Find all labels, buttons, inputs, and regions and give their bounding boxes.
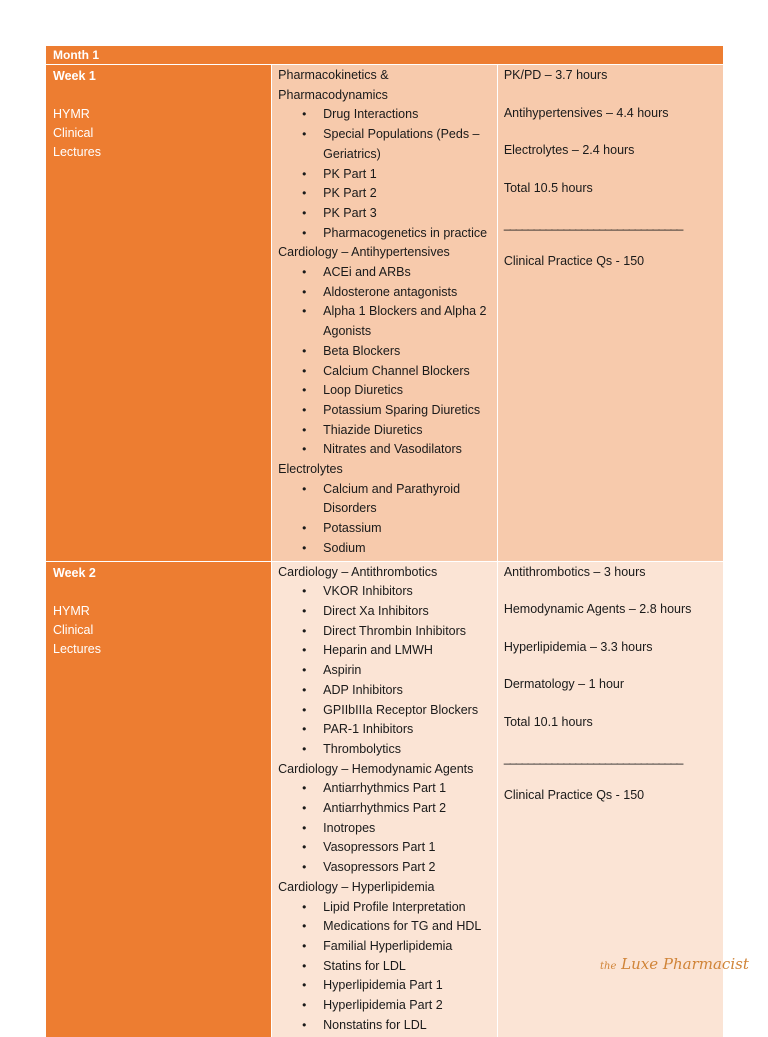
- topic-list: [278, 480, 497, 559]
- week-description-line: Clinical: [53, 622, 94, 637]
- hours-line: Total 10.1 hours: [503, 714, 593, 729]
- list-item: • Direct Thrombin Inhibitors: [278, 622, 497, 642]
- list-item: • Nitrates and Vasodilators: [278, 440, 497, 460]
- hours-line: Antithrombotics – 3 hours: [503, 564, 646, 579]
- list-item: • Heparin and LMWH: [278, 641, 497, 661]
- hours-line: Dermatology – 1 hour: [503, 677, 625, 692]
- brand-prefix: the: [600, 961, 617, 972]
- list-item: • PK Part 1: [278, 165, 497, 185]
- list-item: • Antiarrhythmics Part 2: [278, 799, 497, 819]
- list-item: • ACEi and ARBs: [278, 263, 497, 283]
- list-item: • Inotropes: [278, 819, 497, 839]
- list-item: • Special Populations (Peds – Geriatrics): [278, 125, 497, 164]
- week-label: Week 1: [53, 69, 96, 83]
- list-item: • Drug Interactions: [278, 105, 497, 125]
- list-item: • Thiazide Diuretics: [278, 421, 497, 441]
- hours-line: Electrolytes – 2.4 hours: [503, 143, 635, 157]
- section-title: Pharmacokinetics & Pharmacodynamics: [278, 68, 389, 102]
- topics-cell: [272, 65, 498, 562]
- list-item: • Pharmacogenetics in practice: [278, 224, 497, 244]
- topic-list: [278, 263, 497, 460]
- spacer: [53, 583, 271, 602]
- month-header-row: [46, 46, 723, 65]
- hours-line: Hyperlipidemia – 3.3 hours: [503, 639, 653, 654]
- list-item: • Hyperlipidemia Part 1: [278, 976, 497, 996]
- week-description-line: Lectures: [53, 641, 101, 656]
- list-item: • Familial Hyperlipidemia: [278, 937, 497, 957]
- list-item: • Thrombolytics: [278, 740, 497, 760]
- brand-logo: [600, 955, 749, 973]
- list-item: • Calcium and Parathyroid Disorders: [278, 480, 497, 519]
- topics-cell: [272, 561, 498, 1037]
- list-item: • Sodium: [278, 539, 497, 559]
- week-description-line: Lectures: [53, 145, 101, 159]
- topic-list: [278, 105, 497, 243]
- list-item: • Medications for TG and HDL: [278, 917, 497, 937]
- week-label-cell: [46, 561, 272, 1037]
- hours-line: Antihypertensives – 4.4 hours: [503, 105, 669, 120]
- list-item: • PAR-1 Inhibitors: [278, 720, 497, 740]
- list-item: • Direct Xa Inhibitors: [278, 602, 497, 622]
- week-label: Week 2: [53, 565, 96, 580]
- week-description-line: HYMR: [53, 107, 90, 121]
- topic-list: [278, 582, 497, 759]
- list-item: • Beta Blockers: [278, 342, 497, 362]
- month-title: Month 1: [46, 46, 723, 65]
- list-item: • Nonstatins for LDL: [278, 1016, 497, 1036]
- topic-list: [278, 779, 497, 878]
- week-label-cell: [46, 65, 272, 562]
- practice-questions: Clinical Practice Qs - 150: [503, 253, 645, 268]
- section-title: Cardiology – Hemodynamic Agents: [278, 761, 474, 776]
- brand-name: Luxe Pharmacist: [621, 955, 749, 973]
- section-title: Cardiology – Hyperlipidemia: [278, 879, 435, 894]
- list-item: • Loop Diuretics: [278, 381, 497, 401]
- list-item: • Alpha 1 Blockers and Alpha 2 Agonists: [278, 302, 497, 341]
- topic-list: [278, 898, 497, 1036]
- list-item: • ADP Inhibitors: [278, 681, 497, 701]
- list-item: • Statins for LDL: [278, 957, 497, 977]
- list-item: • PK Part 2: [278, 184, 497, 204]
- list-item: • GPIIbIIIa Receptor Blockers: [278, 701, 497, 721]
- list-item: • Aspirin: [278, 661, 497, 681]
- list-item: • Potassium: [278, 519, 497, 539]
- divider-line: ______________________________: [503, 216, 683, 231]
- schedule-table: [46, 46, 723, 1037]
- list-item: • Aldosterone antagonists: [278, 283, 497, 303]
- list-item: • Potassium Sparing Diuretics: [278, 401, 497, 421]
- section-title: Cardiology – Antithrombotics: [278, 564, 438, 579]
- hours-line: PK/PD – 3.7 hours: [503, 68, 608, 82]
- summary-cell: [497, 65, 723, 562]
- list-item: • Hyperlipidemia Part 2: [278, 996, 497, 1016]
- list-item: • VKOR Inhibitors: [278, 582, 497, 602]
- week-row-1: [46, 65, 723, 562]
- hours-line: Hemodynamic Agents – 2.8 hours: [503, 602, 692, 617]
- practice-questions: Clinical Practice Qs - 150: [503, 787, 645, 802]
- list-item: • Lipid Profile Interpretation: [278, 898, 497, 918]
- spacer: [53, 86, 271, 105]
- section-title: Electrolytes: [278, 462, 343, 477]
- list-item: • PK Part 3: [278, 204, 497, 224]
- divider-line: ______________________________: [503, 750, 683, 765]
- section-title: Cardiology – Antihypertensives: [278, 245, 450, 260]
- list-item: • Antiarrhythmics Part 1: [278, 779, 497, 799]
- list-item: • Vasopressors Part 1: [278, 838, 497, 858]
- list-item: • Vasopressors Part 2: [278, 858, 497, 878]
- week-description-line: HYMR: [53, 603, 90, 618]
- week-description-line: Clinical: [53, 126, 94, 140]
- hours-line: Total 10.5 hours: [503, 180, 593, 195]
- list-item: • Calcium Channel Blockers: [278, 362, 497, 382]
